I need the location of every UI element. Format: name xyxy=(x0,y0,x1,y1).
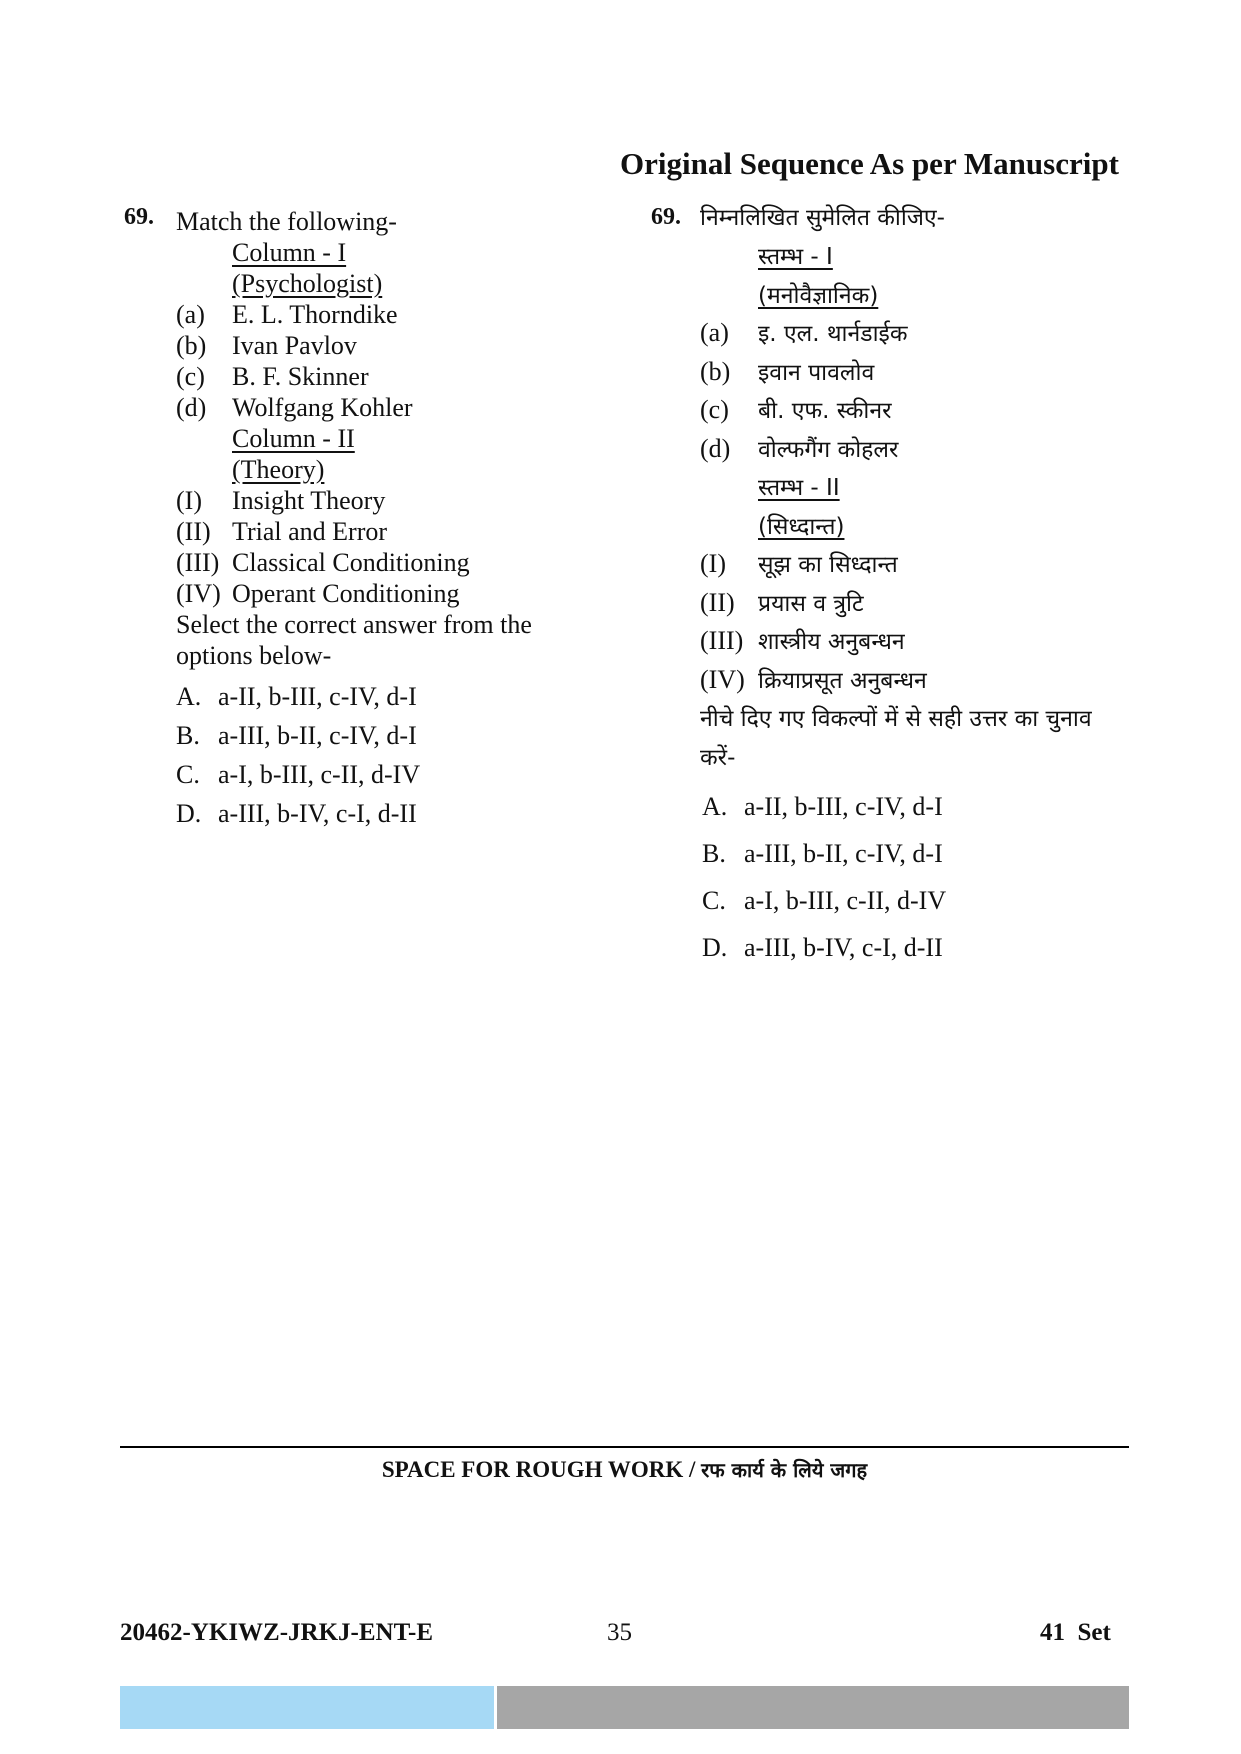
item-label: (d) xyxy=(700,434,731,463)
item-text: इ. एल. थार्नडाईक xyxy=(758,321,908,347)
item-text: Ivan Pavlov xyxy=(232,331,357,360)
option-label: C. xyxy=(702,886,726,915)
english-option-d xyxy=(176,798,417,829)
paper-code: 20462-YKIWZ-JRKJ-ENT-E xyxy=(120,1619,433,1646)
hindi-column-2-title: स्तम्भ - II xyxy=(758,475,840,501)
rough-work-english: SPACE FOR ROUGH WORK / xyxy=(381,1457,702,1482)
item-text: सूझ का सिध्दान्त xyxy=(758,552,898,578)
hindi-column-1-title: स्तम्भ - I xyxy=(758,244,833,270)
item-label: (a) xyxy=(700,318,729,347)
item-label: (IV) xyxy=(700,665,745,694)
item-text: वोल्फगैंग कोहलर xyxy=(758,437,899,463)
option-label: B. xyxy=(176,721,200,750)
footer-color-bar-left xyxy=(120,1686,494,1729)
page-title: Original Sequence As per Manuscript xyxy=(620,146,1119,181)
hindi-column-1-item xyxy=(700,431,898,470)
item-text: प्रयास व त्रुटि xyxy=(758,591,864,617)
english-option-a xyxy=(176,681,417,712)
english-question-number: 69. xyxy=(124,204,154,230)
option-label: D. xyxy=(702,933,728,962)
item-text: Trial and Error xyxy=(232,517,388,546)
hindi-question-number: 69. xyxy=(651,204,681,230)
hindi-option-b xyxy=(702,838,943,869)
english-column-1-title: Column - I xyxy=(232,238,347,267)
item-text: E. L. Thorndike xyxy=(232,300,398,329)
hindi-column-2-item xyxy=(700,623,905,662)
item-label: (II) xyxy=(176,517,211,546)
english-column-2-title: Column - II xyxy=(232,424,355,453)
option-text: a-III, b-IV, c-I, d-II xyxy=(744,933,943,962)
item-label: (I) xyxy=(700,549,726,578)
hindi-column-1-item xyxy=(700,392,892,431)
item-label: (c) xyxy=(700,395,729,424)
option-label: C. xyxy=(176,760,200,789)
page-number: 35 xyxy=(607,1619,632,1646)
item-text: Classical Conditioning xyxy=(232,548,470,577)
item-text: बी. एफ. स्कीनर xyxy=(758,398,892,424)
option-label: D. xyxy=(176,799,202,828)
item-text: Insight Theory xyxy=(232,486,386,515)
option-text: a-II, b-III, c-IV, d-I xyxy=(218,682,417,711)
hindi-column-1-item xyxy=(700,315,908,354)
english-instruction: Select the correct answer from the xyxy=(176,610,532,639)
item-label: (I) xyxy=(176,486,202,515)
item-text: B. F. Skinner xyxy=(232,362,369,391)
english-column-1-item xyxy=(176,392,413,423)
rough-work-hindi: रफ कार्य के लिये जगह xyxy=(701,1458,868,1482)
rough-work-label xyxy=(120,1456,1129,1483)
option-text: a-II, b-III, c-IV, d-I xyxy=(744,792,943,821)
set-label: Set xyxy=(1077,1619,1111,1646)
hindi-instruction: करें- xyxy=(700,745,736,771)
item-text: इवान पावलोव xyxy=(758,360,875,386)
hindi-option-a xyxy=(702,791,943,822)
option-text: a-I, b-III, c-II, d-IV xyxy=(218,760,421,789)
hindi-column-2-item xyxy=(700,585,864,624)
item-label: (IV) xyxy=(176,579,221,608)
item-label: (III) xyxy=(700,626,744,655)
option-label: A. xyxy=(702,792,728,821)
item-label: (b) xyxy=(176,331,207,360)
item-text: क्रियाप्रसूत अनुबन्धन xyxy=(758,668,927,694)
english-column-2-item xyxy=(176,547,470,578)
hindi-column-2-item xyxy=(700,662,927,701)
hindi-column-2-subtitle: (सिध्दान्त) xyxy=(758,514,845,540)
rough-work-divider xyxy=(120,1446,1129,1448)
item-label: (d) xyxy=(176,393,207,422)
set-indicator xyxy=(1040,1619,1111,1647)
english-question-stem: Match the following- xyxy=(176,207,397,236)
hindi-option-d xyxy=(702,932,943,963)
hindi-column-2-item xyxy=(700,546,898,585)
english-column-1-item xyxy=(176,361,369,392)
english-column-2-subtitle: (Theory) xyxy=(232,455,325,484)
item-label: (a) xyxy=(176,300,205,329)
english-column-2-item xyxy=(176,578,459,609)
hindi-question-stem: निम्नलिखित सुमेलित कीजिए- xyxy=(700,205,945,231)
english-column-1-item xyxy=(176,330,357,361)
item-label: (b) xyxy=(700,357,731,386)
option-text: a-I, b-III, c-II, d-IV xyxy=(744,886,947,915)
hindi-option-c xyxy=(702,885,946,916)
hindi-column-1-subtitle: (मनोवैज्ञानिक) xyxy=(758,283,879,309)
hindi-instruction: नीचे दिए गए विकल्पों में से सही उत्तर का चुनाव xyxy=(700,706,1092,732)
option-text: a-III, b-II, c-IV, d-I xyxy=(744,839,943,868)
english-instruction: options below- xyxy=(176,641,332,670)
item-text: शास्त्रीय अनुबन्धन xyxy=(758,629,905,655)
set-number: 41 xyxy=(1040,1619,1065,1646)
english-option-b xyxy=(176,720,417,751)
english-column-2-item xyxy=(176,516,387,547)
option-text: a-III, b-II, c-IV, d-I xyxy=(218,721,417,750)
item-label: (II) xyxy=(700,588,735,617)
item-label: (III) xyxy=(176,548,220,577)
item-label: (c) xyxy=(176,362,205,391)
item-text: Wolfgang Kohler xyxy=(232,393,413,422)
option-label: B. xyxy=(702,839,726,868)
english-column-1-item xyxy=(176,299,398,330)
english-column-2-item xyxy=(176,485,385,516)
hindi-column-1-item xyxy=(700,354,874,393)
english-option-c xyxy=(176,759,420,790)
option-label: A. xyxy=(176,682,202,711)
option-text: a-III, b-IV, c-I, d-II xyxy=(218,799,417,828)
footer-color-bar-right xyxy=(497,1686,1129,1729)
english-column-1-subtitle: (Psychologist) xyxy=(232,269,383,298)
item-text: Operant Conditioning xyxy=(232,579,460,608)
